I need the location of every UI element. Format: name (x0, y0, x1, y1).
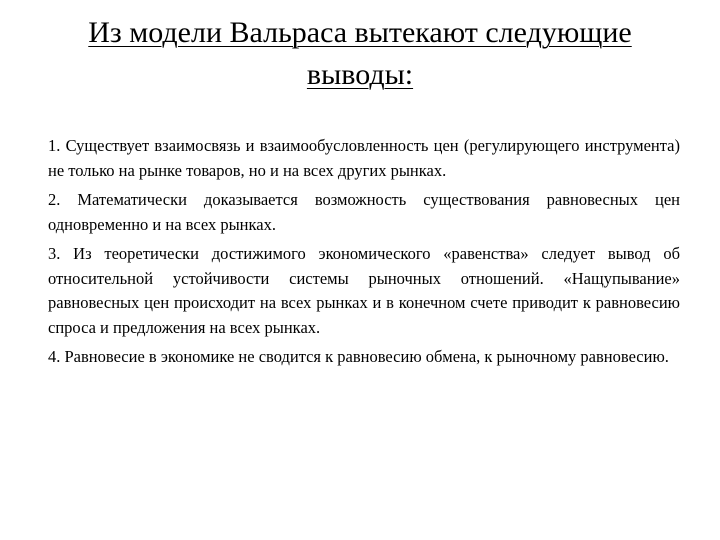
conclusion-item-4: 4. Равновесие в экономике не сводится к равновесию обмена, к рыночному равновесию. (48, 347, 669, 366)
slide-title-line-1: Из модели Вальраса вытекают следующие (88, 16, 632, 49)
slide-title-line-2: выводы: (306, 58, 414, 91)
conclusion-item-2: 2. Математически доказывается возможность существования равновесных цен одновременно и на всех рынках. (48, 190, 680, 234)
conclusions-list (48, 134, 680, 375)
conclusion-item-1: 1. Существует взаимосвязь и взаимообусловленность цен (регулирующего инструмента) не только на рынке товаров, но и на всех других рынках. (48, 136, 680, 180)
slide-title (40, 12, 680, 96)
conclusion-item-3: 3. Из теоретически достижимого экономического «равенства» следует вывод об относительной устойчивости системы рыночных отношений. «Нащупывание» равновесных цен происходит на всех рынках и в конечном счете приводит к равновесию спроса и предложения на всех рынках. (48, 244, 680, 337)
